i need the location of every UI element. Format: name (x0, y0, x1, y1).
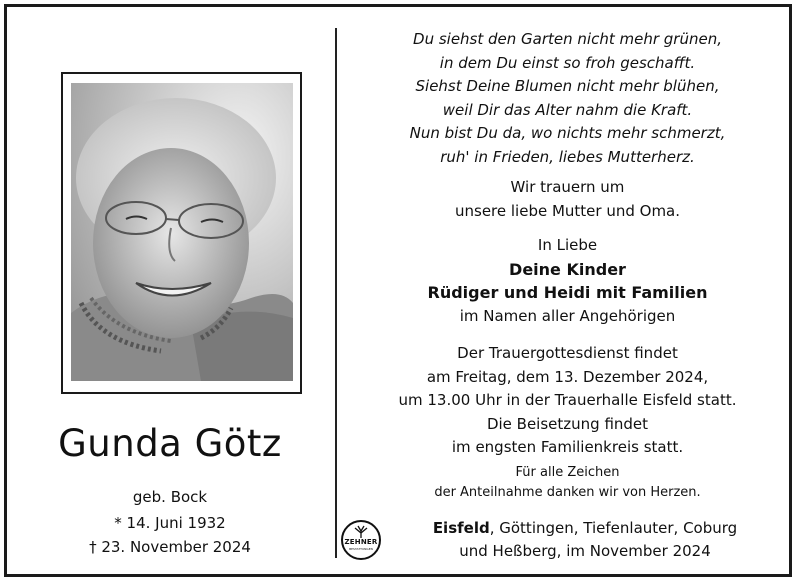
logo-subtitle: BESTATTUNGEN (349, 547, 373, 551)
poem-line: Du siehst den Garten nicht mehr grünen, (413, 30, 722, 48)
service-line: am Freitag, dem 13. Dezember 2024, (426, 367, 709, 386)
family-names: Rüdiger und Heidi mit Familien (427, 283, 708, 302)
family-signature (345, 234, 790, 328)
service-line: Der Trauergottesdienst findet (457, 344, 678, 362)
service-line: Die Beisetzung findet (486, 414, 649, 433)
mourning-line: unsere liebe Mutter und Oma. (454, 201, 681, 220)
thanks-line: Für alle Zeichen (515, 465, 620, 480)
poem-line: in dem Du einst so froh geschafft. (439, 53, 696, 72)
thanks-line: der Anteilnahme danken wir von Herzen. (434, 485, 701, 500)
poem-line: weil Dir das Alter nahm die Kraft. (442, 100, 693, 119)
family-children: Deine Kinder (509, 259, 626, 279)
maiden-name: geb. Bock (132, 488, 208, 506)
service-info (345, 342, 790, 460)
closing-line-1 (380, 517, 790, 540)
column-divider (335, 28, 337, 558)
poem-line: Siehst Deine Blumen nicht mehr blühen, (415, 77, 720, 95)
portrait-photo (71, 83, 293, 381)
deceased-name: Gunda Götz (58, 422, 282, 465)
closing-places (380, 517, 790, 563)
service-line: im engsten Familienkreis statt. (451, 438, 684, 456)
logo-name: ZEHNER (344, 538, 378, 546)
closing-place-bold: Eisfeld (432, 519, 490, 537)
family-intro: In Liebe (537, 236, 598, 254)
poem-line: ruh' in Frieden, liebes Mutterherz. (440, 147, 695, 166)
mourning-text (345, 176, 790, 223)
poem (345, 28, 790, 169)
closing-line-2: und Heßberg, im November 2024 (459, 542, 711, 560)
funeral-home-logo (341, 520, 381, 560)
death-date: † 23. November 2024 (89, 538, 251, 556)
closing-places-rest: , Göttingen, Tiefenlauter, Coburg (489, 519, 738, 537)
family-relatives: im Namen aller Angehörigen (459, 306, 676, 325)
thanks-text (345, 463, 790, 503)
birth-date: * 14. Juni 1932 (114, 514, 226, 532)
poem-line: Nun bist Du da, wo nichts mehr schmerzt, (409, 124, 726, 142)
mourning-line: Wir trauern um (510, 178, 625, 196)
service-line: um 13.00 Uhr in der Trauerhalle Eisfeld statt. (398, 391, 737, 409)
portrait-image (71, 83, 293, 381)
